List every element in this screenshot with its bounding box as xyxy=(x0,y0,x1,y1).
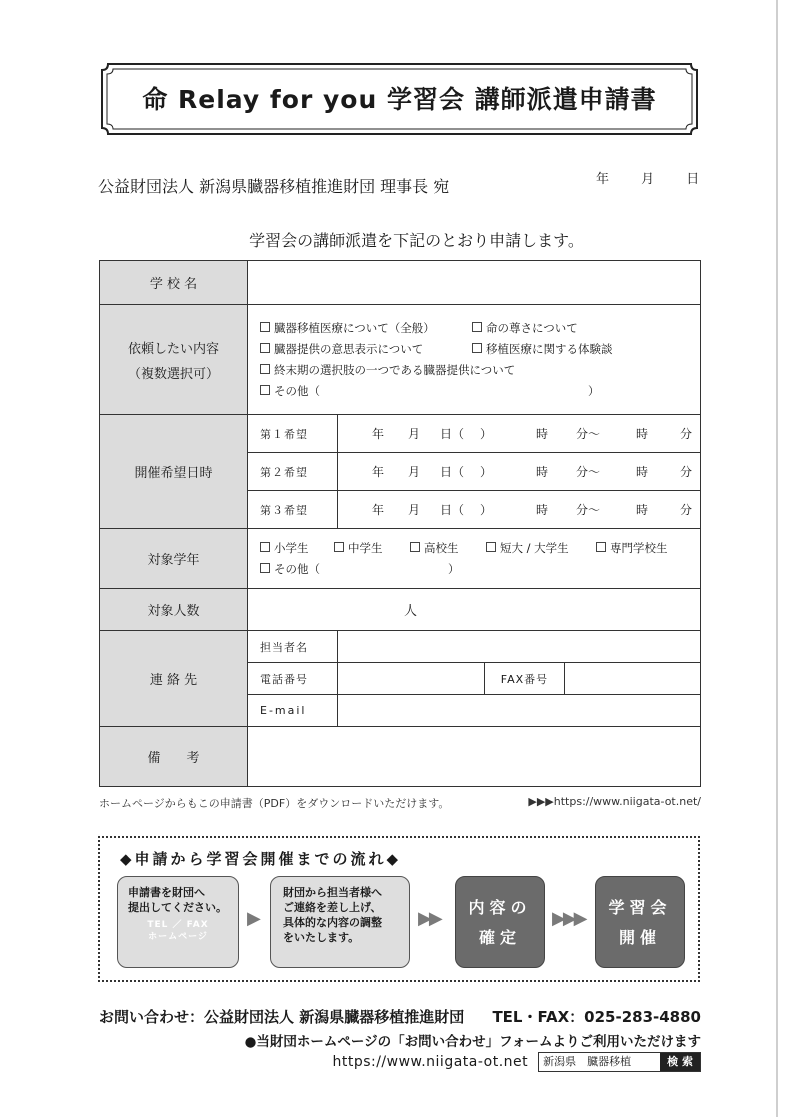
contact-person-label: 担当者名 xyxy=(248,631,338,663)
title-frame xyxy=(98,60,701,138)
checkbox-transplant-general[interactable] xyxy=(260,322,270,332)
flow-step-3-line-2: 確定 xyxy=(478,928,521,947)
contact-person-input[interactable] xyxy=(338,631,701,663)
request-opt-transplant-general: 臓器移植医療について（全般） xyxy=(274,320,435,335)
people-unit: 人 xyxy=(404,604,418,619)
grade-options xyxy=(248,529,701,589)
grade-opt-high-school: 高校生 xyxy=(424,540,459,555)
contact-phone-label: 電話番号 xyxy=(248,663,338,695)
school-row xyxy=(100,261,701,305)
date-fields: 年 月 日 xyxy=(596,172,700,187)
date-row-1 xyxy=(100,415,701,453)
people-input[interactable] xyxy=(248,589,701,631)
flow-step-1-tag-2: ホームページ xyxy=(148,932,208,942)
inquiry-row xyxy=(99,1006,701,1027)
flow-arrow-2: ▶▶ xyxy=(418,908,440,929)
request-opt-experience-story: 移植医療に関する体験談 xyxy=(486,341,613,356)
grade-opt-vocational: 専門学校生 xyxy=(610,540,668,555)
grade-line-1 xyxy=(248,538,700,559)
date-choice-1-label: 第１希望 xyxy=(248,415,338,453)
contact-email-label: E-mail xyxy=(248,695,338,727)
flow-step-1 xyxy=(117,876,239,968)
date-choice-1-fields[interactable]: 年 月 日（ ） 時 分〜 時 分 xyxy=(338,415,701,453)
grade-opt-elementary: 小学生 xyxy=(274,540,309,555)
remarks-input[interactable] xyxy=(248,727,701,787)
request-label-main: 依頼したい内容 xyxy=(127,341,219,357)
contact-fax-label: FAX番号 xyxy=(485,663,565,695)
request-opt-end-of-life: 終末期の選択肢の一つである臓器提供について xyxy=(274,362,516,377)
grade-opt-college: 短大 / 大学生 xyxy=(500,540,569,555)
school-input[interactable] xyxy=(248,261,701,305)
flow-arrow-1: ▶ xyxy=(247,908,258,929)
flow-step-2 xyxy=(270,876,410,968)
checkbox-junior-high[interactable] xyxy=(334,542,344,552)
request-line-2 xyxy=(248,339,700,360)
flow-step-3 xyxy=(455,876,545,968)
flow-step-4-line-1: 学習会 xyxy=(608,898,672,917)
search-box xyxy=(538,1052,701,1072)
inquiry-text: お問い合わせ：公益財団法人 新潟県臓器移植推進財団 xyxy=(99,1008,465,1026)
flow-step-1-tag-1: TEL ／ FAX xyxy=(147,920,209,930)
application-form-table xyxy=(99,260,701,787)
people-row xyxy=(100,589,701,631)
date-choice-2-label: 第２希望 xyxy=(248,453,338,491)
request-opt-other: その他（ xyxy=(274,383,320,398)
checkbox-end-of-life[interactable] xyxy=(260,364,270,374)
flow-step-1-line-2: 提出してください。 xyxy=(128,901,227,914)
flow-title: ◆申請から学習会開催までの流れ◆ xyxy=(120,850,402,868)
intro-text: 学習会の講師派遣を下記のとおり申請します。 xyxy=(249,231,584,250)
download-url-link[interactable]: ▶▶▶https://www.niigata-ot.net/ xyxy=(528,795,701,808)
flow-step-4-line-2: 開催 xyxy=(618,928,661,947)
checkbox-college[interactable] xyxy=(486,542,496,552)
request-opt-donor-intention: 臓器提供の意思表示について xyxy=(274,341,424,356)
flow-step-4 xyxy=(595,876,685,968)
request-row xyxy=(100,305,701,415)
checkbox-value-of-life[interactable] xyxy=(472,322,482,332)
request-other-close: ） xyxy=(588,383,600,398)
flow-box xyxy=(98,836,700,982)
checkbox-vocational[interactable] xyxy=(596,542,606,552)
request-label-sub: （複数選択可） xyxy=(127,366,219,382)
homepage-url-link[interactable]: https://www.niigata-ot.net xyxy=(332,1054,529,1070)
grade-label: 対象学年 xyxy=(100,529,248,589)
checkbox-grade-other[interactable] xyxy=(260,563,270,573)
checkbox-donor-intention[interactable] xyxy=(260,343,270,353)
search-button[interactable]: 検 索 xyxy=(660,1053,700,1071)
download-note-row xyxy=(99,795,701,811)
flow-step-2-line-3: 具体的な内容の調整 xyxy=(283,916,382,929)
request-options xyxy=(248,305,701,415)
contact-email-input[interactable] xyxy=(338,695,701,727)
contact-person-row xyxy=(100,631,701,663)
contact-label: 連 絡 先 xyxy=(100,631,248,727)
search-terms[interactable]: 新潟県 臓器移植 xyxy=(543,1055,632,1068)
flow-step-2-line-4: をいたします。 xyxy=(283,931,360,944)
school-label: 学 校 名 xyxy=(100,261,248,305)
tel-fax-number: TEL・FAX：025-283-4880 xyxy=(492,1008,701,1026)
flow-step-3-line-1: 内容の xyxy=(468,898,532,917)
date-choice-3-label: 第３希望 xyxy=(248,491,338,529)
flow-step-2-line-1: 財団から担当者様へ xyxy=(283,886,382,899)
request-line-3 xyxy=(248,360,700,381)
grade-line-2 xyxy=(248,559,700,580)
page-title: 命 Relay for you 学習会 講師派遣申請書 xyxy=(142,85,657,114)
request-opt-value-of-life: 命の尊さについて xyxy=(486,320,578,335)
request-label xyxy=(100,305,248,415)
checkbox-high-school[interactable] xyxy=(410,542,420,552)
addressee: 公益財団法人 新潟県臓器移植推進財団 理事長 宛 xyxy=(98,177,450,196)
flow-arrow-3: ▶▶▶ xyxy=(552,908,585,929)
grade-opt-junior-high: 中学生 xyxy=(348,540,383,555)
flow-step-2-line-2: ご連絡を差し上げ、 xyxy=(283,901,382,914)
request-line-1 xyxy=(248,318,700,339)
checkbox-request-other[interactable] xyxy=(260,385,270,395)
right-edge-rule xyxy=(776,0,778,1117)
date-choice-3-fields[interactable]: 年 月 日（ ） 時 分〜 時 分 xyxy=(338,491,701,529)
remarks-label: 備 考 xyxy=(100,727,248,787)
checkbox-elementary[interactable] xyxy=(260,542,270,552)
contact-phone-input[interactable] xyxy=(338,663,485,695)
download-note: ホームページからもこの申請書（PDF）をダウンロードいただけます。 xyxy=(99,797,450,810)
homepage-note: ●当財団ホームページの「お問い合わせ」フォームよりご利用いただけます xyxy=(244,1034,701,1050)
contact-fax-input[interactable] xyxy=(565,663,701,695)
grade-other-close: ） xyxy=(448,561,460,576)
flow-step-1-line-1: 申請書を財団へ xyxy=(128,886,205,899)
request-line-4 xyxy=(248,381,700,402)
people-label: 対象人数 xyxy=(100,589,248,631)
grade-row xyxy=(100,529,701,589)
dates-label: 開催希望日時 xyxy=(100,415,248,529)
remarks-row xyxy=(100,727,701,787)
date-choice-2-fields[interactable]: 年 月 日（ ） 時 分〜 時 分 xyxy=(338,453,701,491)
checkbox-experience-story[interactable] xyxy=(472,343,482,353)
bottom-url-row xyxy=(332,1052,701,1072)
grade-opt-other: その他（ xyxy=(274,561,320,576)
